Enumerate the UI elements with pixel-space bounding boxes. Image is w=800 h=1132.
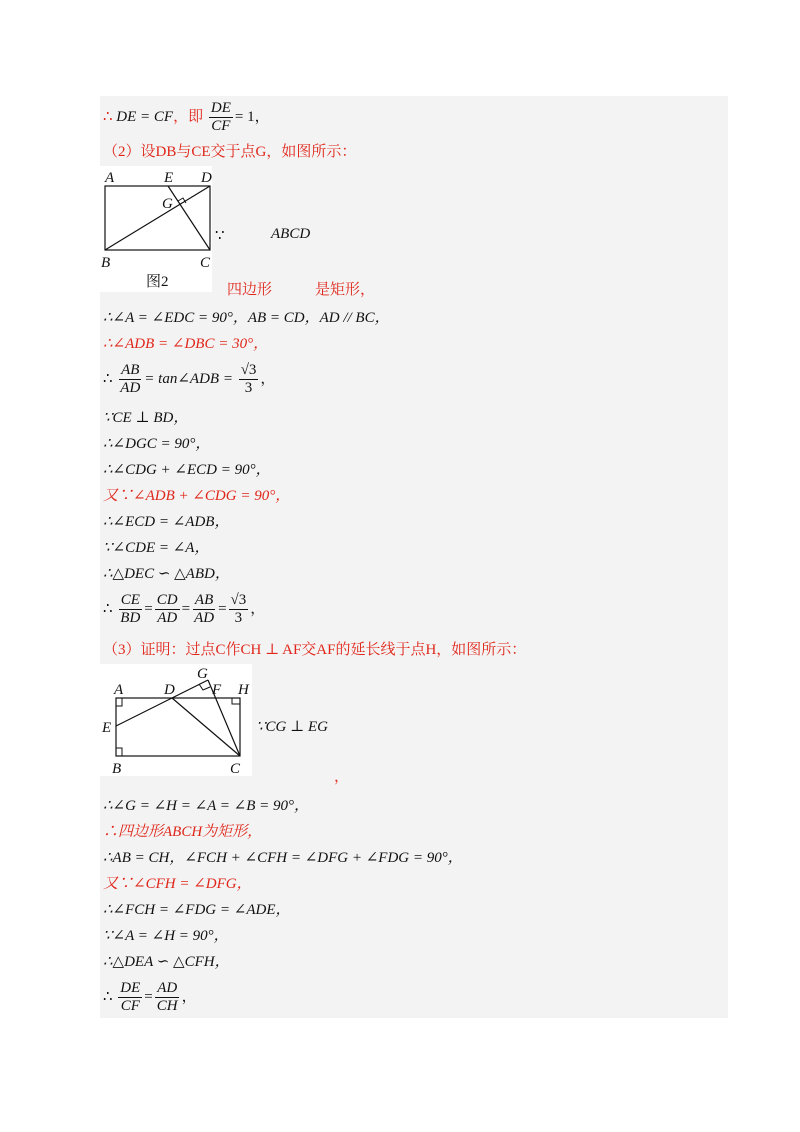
line-abch-rectangle: ∴四边形ABCH为矩形， [103,824,263,840]
fraction-sqrt3-3 [229,592,249,627]
diagonal-db [105,186,210,250]
fraction-ab-ad [192,592,216,627]
line-adb-cdg: 又∵∠ADB + ∠CDG = 90°， [103,488,291,504]
right-angle-mark-b [116,748,122,756]
line-similar-triangles: ∴△DEC ∽ △ABD， [103,566,230,582]
figure-2 [100,166,212,292]
label-h: H [238,682,249,698]
line-ecd-adb: ∴∠ECD = ∠ADB， [103,514,230,530]
label-d: D [164,682,175,698]
label-e: E [164,170,174,186]
cg-perp-eg: ∵CG ⊥ EG [256,719,328,735]
segment-ed [116,698,172,726]
radicand: 3 [248,362,257,378]
fraction-numerator: CE [120,592,140,608]
line-ratios: ∴ $\frac{CE}{BD}$ = $\frac{CD}{AD}$ = $\frac{AB}{AD}$ = $\frac{√3}{3}$ ， [103,592,266,626]
line-de-equals-cf [103,100,270,135]
tan-expression: = tan∠ADB = [144,370,233,387]
fraction-denominator: 3 [234,610,243,626]
fraction-de-cf [209,100,233,135]
therefore-symbol: ∴ [103,600,113,617]
label-b: B [112,761,122,776]
fraction-denominator: CF [211,118,231,134]
label-a: A [105,170,115,186]
line-fch-fdg-ade: ∴∠FCH = ∠FDG = ∠ADE， [103,902,291,918]
separator-text: ，即 [173,108,204,125]
comma: ， [260,370,276,387]
fraction-numerator: AB [121,362,140,378]
label-b: B [101,255,111,271]
line-tan [103,362,275,397]
right-angle-mark-a [116,698,122,706]
is-rectangle-label: 是矩形， [315,282,376,298]
fraction-denominator: AD [194,610,215,626]
therefore-symbol: ∴ [103,988,113,1005]
figure-3-diagram [100,664,252,776]
label-g: G [162,196,173,212]
therefore-symbol: ∴ [103,108,113,125]
label-a: A [114,682,124,698]
comma: ， [250,600,266,617]
radicand: 3 [238,592,247,608]
sqrt-three: √3 [240,362,257,378]
right-angle-mark-h [232,698,240,704]
label-e: E [102,720,112,736]
therefore-symbol: ∴ [103,370,113,387]
because-symbol: ∵ [215,228,225,244]
figure-caption: 图2 [146,274,169,290]
fraction-ce-bd [118,592,142,627]
line-cde-a: ∵∠CDE = ∠A， [103,540,210,556]
fraction-denominator: BD [120,610,141,626]
label-g: G [197,666,208,682]
right-angle-mark-g [199,684,210,690]
fraction-denominator: CF [120,998,140,1014]
figure-3 [100,664,252,776]
part2-heading: （2）设DB与CE交于点G，如图所示： [103,144,357,160]
fraction-sqrt3-3 [239,362,259,397]
fraction-de-cf [118,980,142,1015]
segment-ce [168,186,210,250]
fraction-denominator: 3 [244,380,253,396]
equation: DE = CF [116,108,174,125]
fraction-ad-ch [155,980,180,1015]
abcd-label: ABCD [271,226,311,242]
fraction-denominator: AD [120,380,141,396]
fraction-numerator: CD [156,592,178,608]
fraction-numerator: AD [157,980,178,996]
floating-comma: ， [334,769,350,785]
segment-dc [172,698,240,756]
line-ab-ch: ∴AB = CH，∠FCH + ∠CFH = ∠DFG + ∠FDG = 90°， [103,850,463,866]
label-f: F [212,682,222,698]
fraction-denominator: AD [157,610,178,626]
equals-one: = 1， [234,108,270,125]
line-cdg-ecd: ∴∠CDG + ∠ECD = 90°， [103,462,271,478]
label-c: C [200,255,211,271]
line-angles-equal: ∴∠A = ∠EDC = 90°，AB = CD，AD // BC， [103,310,390,326]
line-dea-cfh-similar: ∴△DEA ∽ △CFH， [103,954,230,970]
fraction-ab-ad [118,362,142,397]
label-d: D [201,170,212,186]
line-ce-perp-bd: ∵CE ⊥ BD， [103,410,189,426]
line-final-ratio: ∴ $\frac{DE}{CF}$ = $\frac{AD}{CH}$ ， [103,980,197,1014]
rectangle-abcd [116,698,240,756]
label-c: C [230,761,241,776]
line-adb-dbc: ∴∠ADB = ∠DBC = 30°， [103,336,269,352]
sqrt-three: √3 [230,592,247,608]
fraction-numerator: DE [210,100,231,116]
part3-heading: （3）证明：过点C作CH ⊥ AF交AF的延长线于点H，如图所示： [103,642,527,658]
line-cfh-dfg: 又∵∠CFH = ∠DFG， [103,876,252,892]
line-four-right-angles: ∴∠G = ∠H = ∠A = ∠B = 90°， [103,798,310,814]
fraction-numerator: DE [120,980,141,996]
fraction-cd-ad [155,592,180,627]
fraction-denominator: CH [156,998,178,1014]
comma: ， [181,988,197,1005]
figure-2-diagram [100,166,212,292]
sibian-label: 四边形 [227,282,273,298]
line-dgc-90: ∴∠DGC = 90°， [103,436,211,452]
fraction-numerator: AB [194,592,214,608]
line-a-h-90: ∵∠A = ∠H = 90°， [103,928,229,944]
